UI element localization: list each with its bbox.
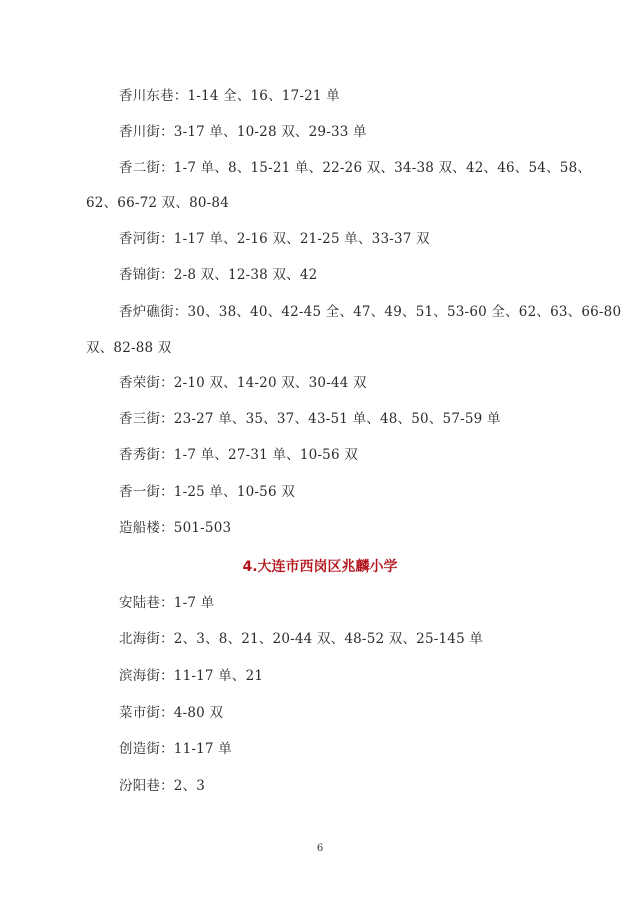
street-entry-xiangjin-jie: 香锦街：2-8 双、12-38 双、42: [119, 267, 318, 283]
page-number: 6: [316, 843, 324, 854]
street-entry-xianger-jie-continued: 62、66-72 双、80-84: [86, 195, 230, 211]
street-entry-zaochuan-lou: 造船楼：501-503: [119, 520, 232, 536]
street-entry-xianghe-jie: 香河街：1-17 单、2-16 双、21-25 单、33-37 双: [119, 231, 430, 247]
street-entry-binhai-jie: 滨海街：11-17 单、21: [119, 668, 264, 684]
street-entry-xiangrong-jie: 香荣街：2-10 双、14-20 双、30-44 双: [119, 375, 367, 391]
street-entry-anlu-xiang: 安陆巷：1-7 单: [119, 595, 215, 611]
street-entry-caishi-jie: 菜市街：4-80 双: [119, 705, 224, 721]
street-entry-xianger-jie: 香二街：1-7 单、8、15-21 单、22-26 双、34-38 双、42、46、54、58、: [119, 160, 592, 176]
street-entry-xiangchuan-dongxiang: 香川东巷：1-14 全、16、17-21 单: [119, 88, 340, 104]
street-entry-chuangzao-jie: 创造街：11-17 单: [119, 741, 232, 757]
street-entry-xiangchuan-jie: 香川街：3-17 单、10-28 双、29-33 单: [119, 124, 367, 140]
street-entry-fenyang-xiang: 汾阳巷：2、3: [119, 778, 206, 794]
street-entry-xiangsan-jie: 香三街：23-27 单、35、37、43-51 单、48、50、57-59 单: [119, 411, 501, 427]
street-entry-beihai-jie: 北海街：2、3、8、21、20-44 双、48-52 双、25-145 单: [119, 631, 484, 647]
street-entry-xiangluqiao-jie-continued: 双、82-88 双: [86, 340, 172, 356]
street-entry-xiangxiu-jie: 香秀街：1-7 单、27-31 单、10-56 双: [119, 447, 358, 463]
section-title: 4.大连市西岗区兆麟小学: [242, 559, 398, 575]
street-entry-xiangyi-jie: 香一街：1-25 单、10-56 双: [119, 484, 295, 500]
street-entry-xiangluqiao-jie: 香炉礁街：30、38、40、42-45 全、47、49、51、53-60 全、62、63、66-80: [119, 304, 622, 320]
